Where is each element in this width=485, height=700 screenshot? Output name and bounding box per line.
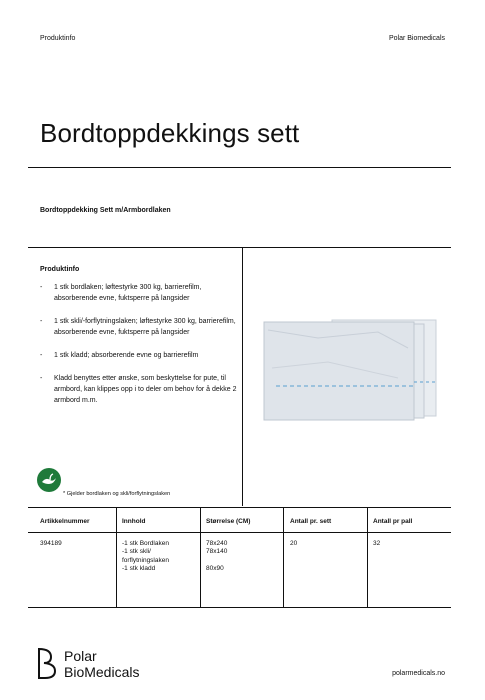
product-info-heading: Produktinfo — [40, 266, 80, 273]
cell-sizes: 78x240 78x140 80x90 — [206, 540, 228, 573]
footer-logo-text: Polar BioMedicals — [64, 648, 140, 680]
table-bottom-border — [28, 607, 451, 608]
table-top-border — [28, 507, 451, 508]
header-company-name: Polar Biomedicals — [388, 35, 445, 42]
cell-contents: -1 stk Bordlaken -1 stk skli/ forflytningslaken -1 stk kladd — [122, 540, 169, 573]
table-col-divider — [367, 507, 368, 608]
table-col-divider — [116, 507, 117, 608]
nordic-swan-ecolabel-icon — [37, 468, 61, 492]
list-item: - Kladd benyttes etter ønske, som beskyttelse for pute, til armbord, kan klippes opp i to deler om behov for å dekke 2 armbord m.m. — [40, 375, 237, 404]
cell-per-set: 20 — [290, 540, 298, 547]
title-divider — [28, 167, 451, 168]
cell-article-number: 394189 — [40, 540, 62, 547]
footer-website: polarmedicals.no — [392, 670, 445, 677]
col-header-per-pallet: Antall pr pall — [373, 518, 413, 525]
product-info-list — [40, 282, 240, 418]
table-col-divider — [283, 507, 284, 608]
list-item: - 1 stk kladd; absorberende evne og barrierefilm — [40, 352, 199, 359]
list-item: - 1 stk skli/-forflytningslaken; løftestyrke 300 kg, barrierefilm, absorberende evne, fuktsperre på langsider — [40, 318, 236, 336]
ecolabel-footnote: * Gjelder bordlaken og skli/forflytningslaken — [63, 491, 171, 497]
col-header-per-set: Antall pr. sett — [290, 518, 332, 525]
section-divider — [28, 247, 451, 248]
table-header-border — [28, 532, 451, 533]
table-col-divider — [200, 507, 201, 608]
polar-biomedicals-logo-icon — [36, 646, 58, 680]
col-header-size: Størrelse (CM) — [206, 518, 251, 525]
col-header-article: Artikkelnummer — [40, 518, 90, 525]
header-section-label: Produktinfo — [40, 35, 76, 42]
product-subtitle: Bordtoppdekking Sett m/Armbordlaken — [40, 207, 171, 214]
list-item: - 1 stk bordlaken; løftestyrke 300 kg, barrierefilm, absorberende evne, fuktsperre på langsider — [40, 284, 202, 302]
col-header-contents: Innhold — [122, 518, 146, 525]
cell-per-pallet: 32 — [373, 540, 381, 547]
column-divider — [242, 248, 243, 506]
page-title: Bordtoppdekkings sett — [40, 118, 300, 148]
product-image — [258, 318, 438, 422]
